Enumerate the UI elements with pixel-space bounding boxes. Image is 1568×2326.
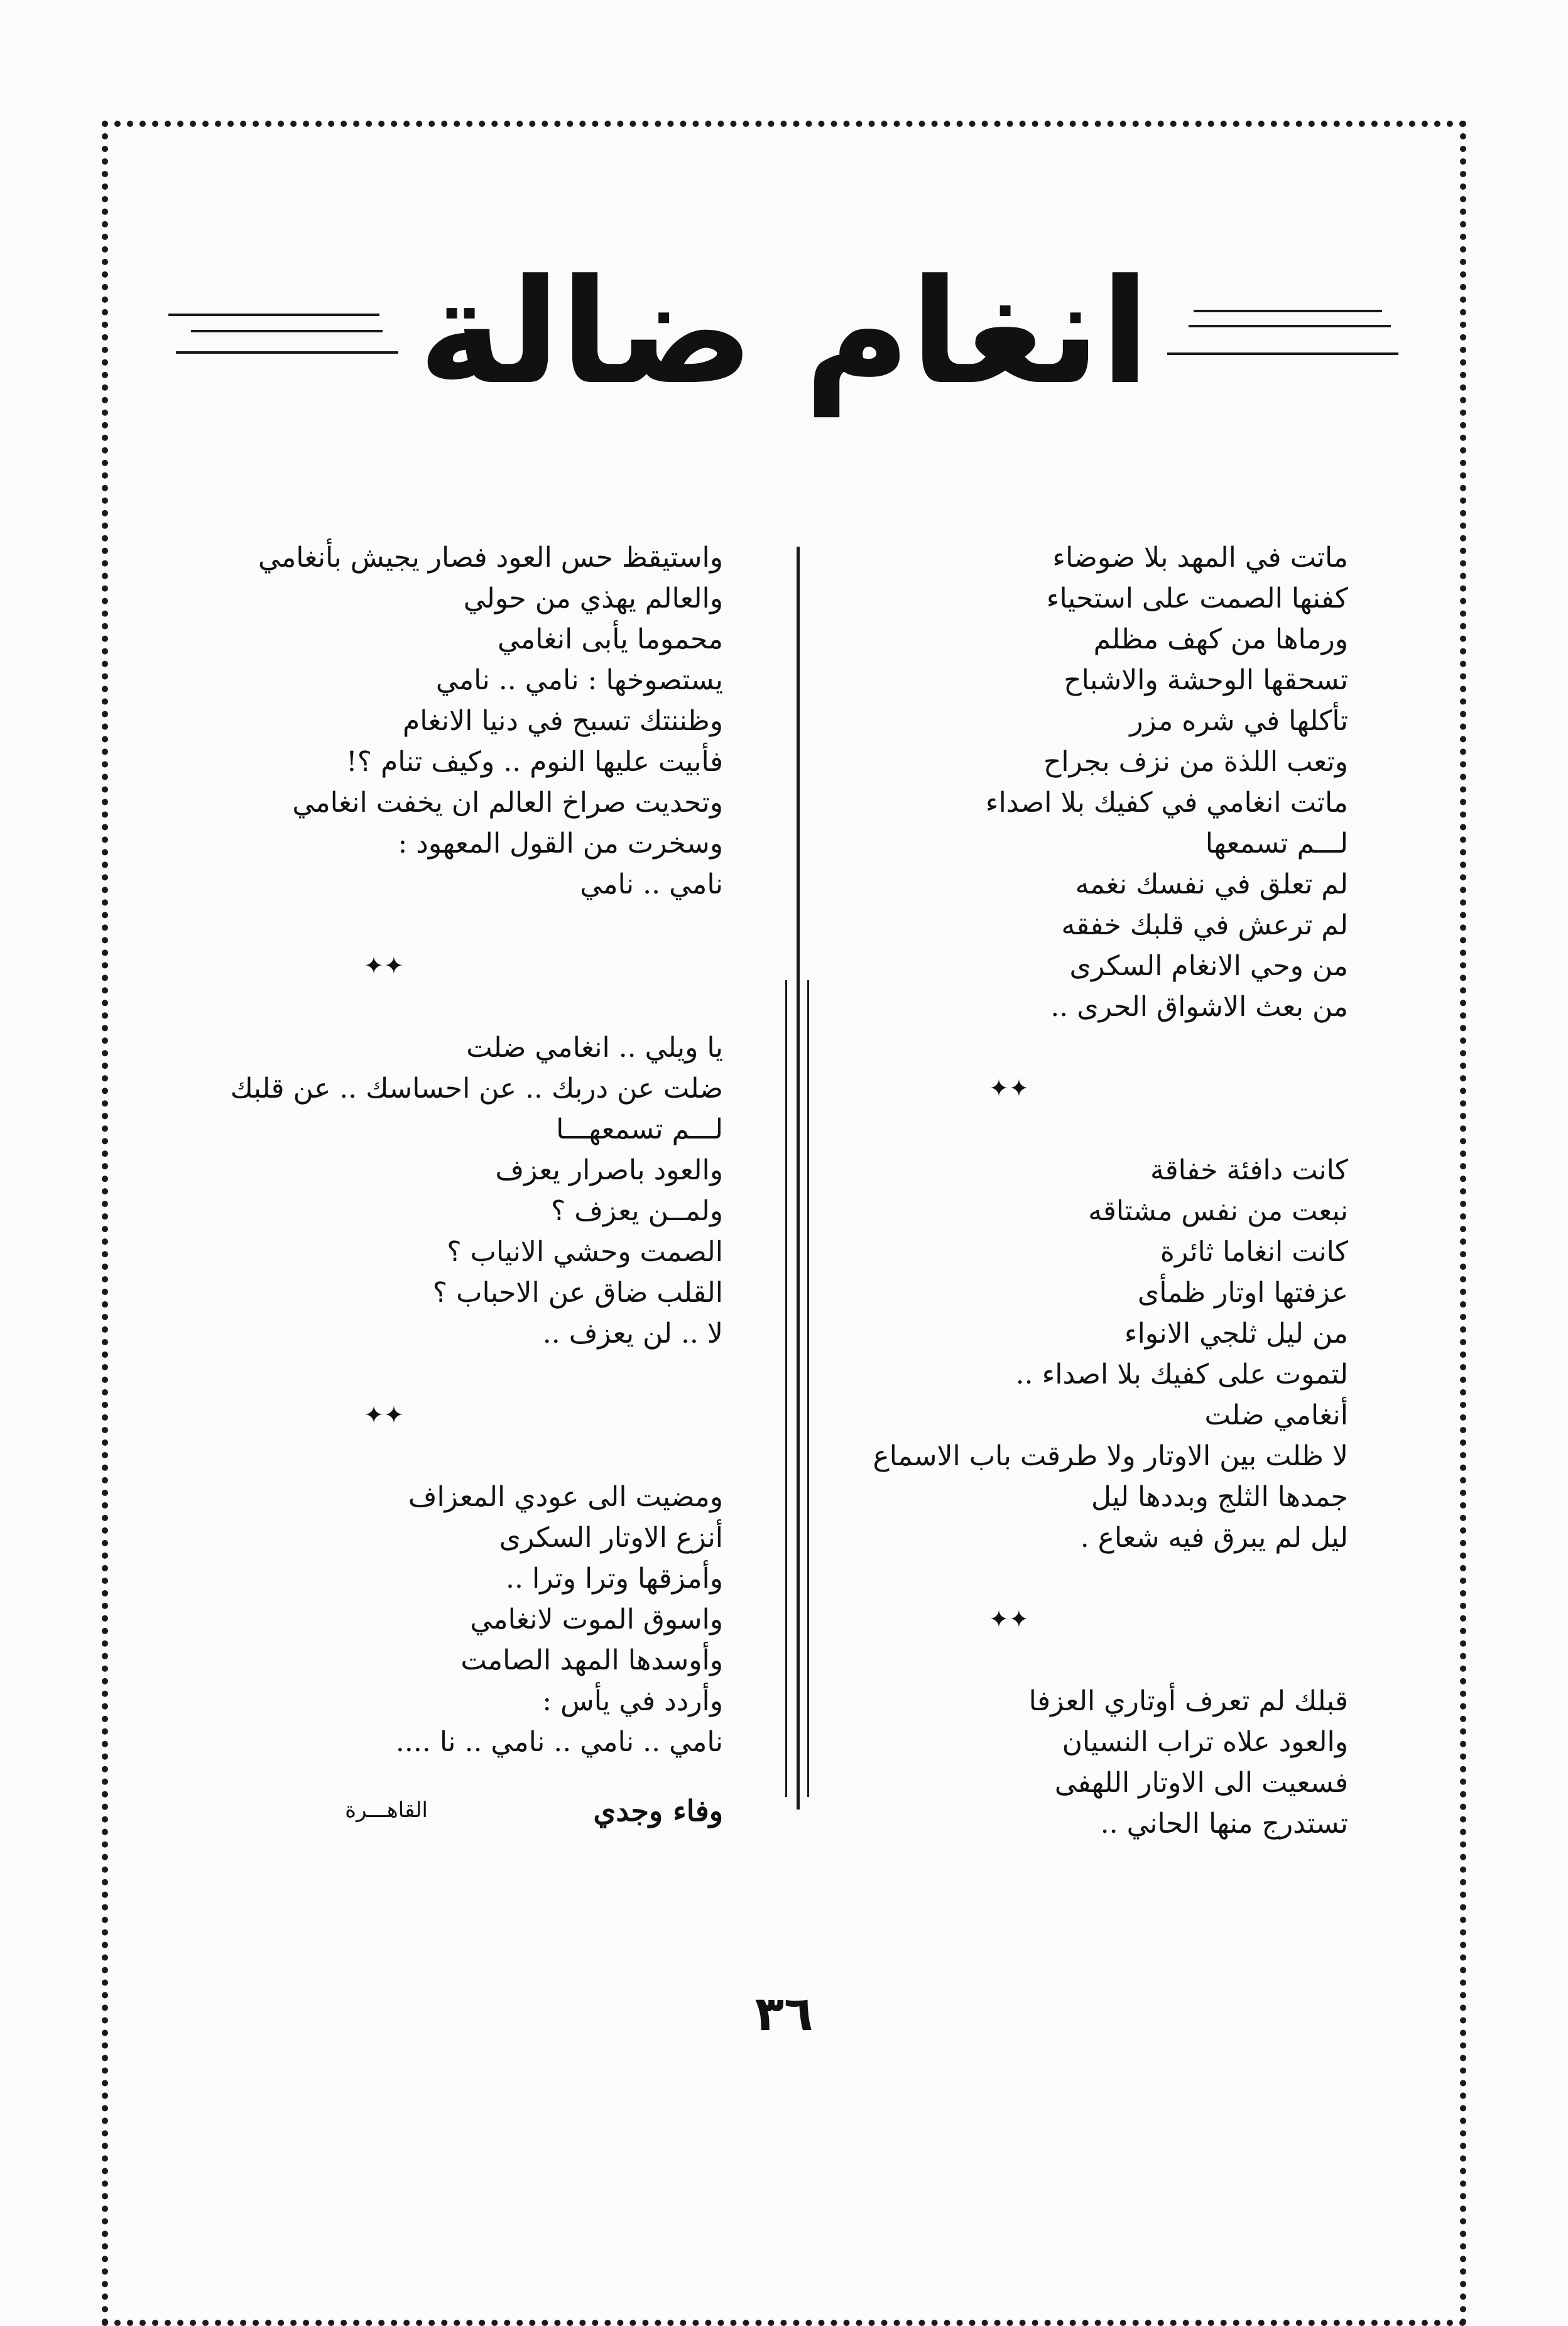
verse-line: لم تعلق في نفسك نغمه bbox=[1075, 868, 1348, 900]
verse-line: الصمت وحشي الانياب ؟ bbox=[447, 1236, 723, 1268]
verse-line: وأمزقها وترا وترا .. bbox=[506, 1563, 723, 1595]
stanza-separator: ✦✦ bbox=[989, 1605, 1029, 1633]
stanza bbox=[170, 1027, 723, 1354]
verse-line: واستيقظ حس العود فصار يجيش بأنغامي bbox=[258, 542, 723, 574]
verse-line: وأوسدها المهد الصامت bbox=[460, 1644, 723, 1676]
title-block bbox=[102, 242, 1466, 424]
verse-line: تستدرج منها الحاني .. bbox=[1100, 1808, 1348, 1840]
verse-line: لا ظلت بين الاوتار ولا طرقت باب الاسماع bbox=[873, 1440, 1348, 1472]
left-column bbox=[170, 537, 723, 1762]
verse-line: من وحي الانغام السكرى bbox=[1069, 950, 1348, 982]
signature bbox=[170, 1794, 723, 1838]
stanza bbox=[795, 1681, 1348, 1844]
verse-line: لم ترعش في قلبك خفقه bbox=[1061, 909, 1348, 941]
verse-line: نامي .. نامي bbox=[580, 868, 723, 900]
verse-line: ومضيت الى عودي المعزاف bbox=[408, 1481, 723, 1513]
verse-line: كفنها الصمت على استحياء bbox=[1046, 582, 1348, 614]
verse-line: فسعيت الى الاوتار اللهفى bbox=[1054, 1767, 1348, 1799]
verse-line: والعالم يهذي من حولي bbox=[463, 582, 723, 614]
poem-title: انغام ضالة bbox=[418, 249, 1150, 417]
verse-line: تسحقها الوحشة والاشباح bbox=[1064, 664, 1348, 696]
verse-line: ورماها من كهف مظلم bbox=[1093, 623, 1348, 655]
verse-line: ولمــن يعزف ؟ bbox=[550, 1195, 723, 1227]
verse-line: والعود باصرار يعزف bbox=[495, 1154, 723, 1186]
stanza bbox=[170, 537, 723, 905]
verse-line: القلب ضاق عن الاحباب ؟ bbox=[432, 1277, 723, 1309]
stanza bbox=[795, 1150, 1348, 1558]
verse-line: محموما يأبى انغامي bbox=[497, 623, 723, 655]
verse-line: يا ويلي .. انغامي ضلت bbox=[466, 1032, 723, 1064]
verse-line: واسوق الموت لانغامي bbox=[470, 1603, 723, 1635]
verse-line: يستصوخها : نامي .. نامي bbox=[435, 664, 723, 696]
verse-line: لـــم تسمعهـــا bbox=[556, 1113, 723, 1145]
stanza-separator: ✦✦ bbox=[364, 952, 404, 980]
verse-line: أنغامي ضلت bbox=[1204, 1399, 1348, 1431]
stanza-separator: ✦✦ bbox=[364, 1401, 404, 1429]
verse-line: كانت انغاما ثائرة bbox=[1160, 1236, 1348, 1268]
verse-line: ماتت انغامي في كفيك بلا اصداء bbox=[985, 787, 1348, 819]
author-name: وفاء وجدي bbox=[593, 1794, 723, 1828]
verse-line: تأكلها في شره مزر bbox=[1130, 705, 1348, 737]
author-city: القاهـــرة bbox=[345, 1798, 428, 1823]
verse-line: وأردد في يأس : bbox=[542, 1685, 723, 1717]
stanza bbox=[170, 1477, 723, 1762]
verse-line: أنزع الاوتار السكرى bbox=[499, 1522, 723, 1554]
verse-line: فأبيت عليها النوم .. وكيف تنام ؟! bbox=[346, 746, 723, 778]
verse-line: نبعت من نفس مشتاقه bbox=[1088, 1195, 1348, 1227]
verse-line: لا .. لن يعزف .. bbox=[542, 1318, 723, 1350]
verse-line: وسخرت من القول المعهود : bbox=[398, 827, 723, 860]
verse-line: والعود علاه تراب النسيان bbox=[1062, 1726, 1348, 1758]
verse-line: جمدها الثلج وبددها ليل bbox=[1091, 1481, 1348, 1513]
verse-line: من ليل ثلجي الانواء bbox=[1124, 1318, 1348, 1350]
verse-line: وتعب اللذة من نزف بجراح bbox=[1043, 746, 1348, 778]
verse-line: ضلت عن دربك .. عن احساسك .. عن قلبك bbox=[230, 1073, 723, 1105]
verse-line: كانت دافئة خفاقة bbox=[1150, 1154, 1348, 1186]
page-number: ٣٦ bbox=[754, 1985, 814, 2041]
verse-line: ماتت في المهد بلا ضوضاء bbox=[1052, 542, 1348, 574]
verse-line: عزفتها اوتار ظمأى bbox=[1137, 1277, 1348, 1309]
verse-line: قبلك لم تعرف أوتاري العزفا bbox=[1028, 1685, 1348, 1717]
stanza-separator: ✦✦ bbox=[989, 1074, 1029, 1102]
verse-line: نامي .. نامي .. نامي .. نا .... bbox=[395, 1726, 723, 1758]
column-divider bbox=[785, 980, 787, 1797]
verse-line: وتحديت صراخ العالم ان يخفت انغامي bbox=[292, 787, 723, 819]
verse-line: من بعث الاشواق الحرى .. bbox=[1050, 991, 1348, 1023]
stanza bbox=[795, 537, 1348, 1027]
right-column bbox=[795, 537, 1348, 1844]
verse-line: لتموت على كفيك بلا اصداء .. bbox=[1015, 1358, 1348, 1390]
verse-line: ليل لم يبرق فيه شعاع . bbox=[1080, 1522, 1348, 1554]
verse-line: لـــم تسمعها bbox=[1205, 827, 1348, 860]
verse-line: وظننتك تسبح في دنيا الانغام bbox=[403, 705, 723, 737]
